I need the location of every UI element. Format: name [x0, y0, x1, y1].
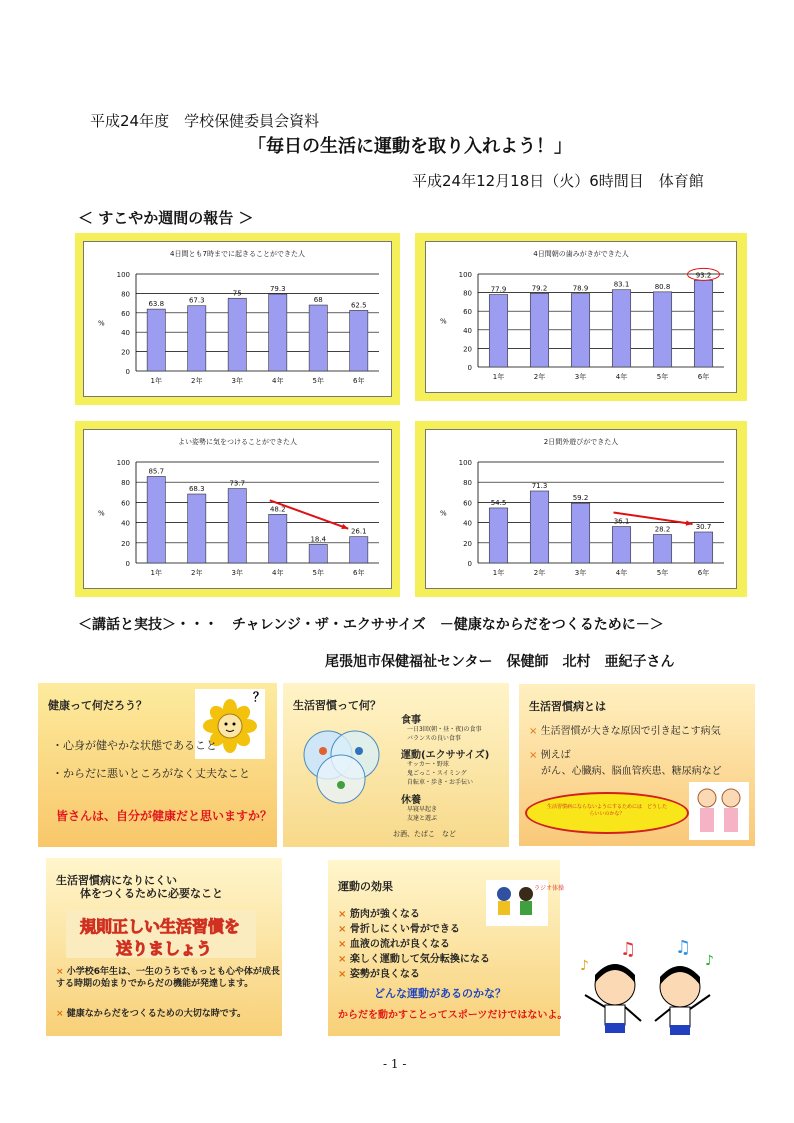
y-tick-label: 60	[463, 308, 472, 317]
y-tick-label: 100	[116, 271, 130, 279]
svg-text:♪: ♪	[580, 958, 589, 974]
bar	[612, 290, 630, 367]
y-tick-label: 0	[125, 560, 130, 568]
bar	[653, 292, 671, 367]
slide-bullet: × 例えば	[529, 750, 571, 761]
x-tick-label: 6年	[697, 569, 710, 577]
slide-sub: バランスの良い食事	[407, 735, 461, 742]
slide-title: 運動の効果	[338, 880, 393, 893]
bar	[489, 508, 507, 563]
y-tick-label: 100	[458, 271, 472, 279]
nurse-character-icon	[689, 782, 749, 840]
chart-panel-4	[415, 421, 747, 597]
header-line1: 平成24年度 学校保健委員会資料	[90, 112, 320, 130]
dancing-kids-icon	[575, 935, 725, 1045]
x-tick-label: 6年	[353, 377, 365, 385]
data-label: 85.7	[148, 467, 165, 476]
chart-outdoor	[426, 430, 736, 588]
section-heading-report: ＜ すこやか週間の報告 ＞	[78, 209, 254, 227]
slide-sub: 早寝早起き	[407, 806, 438, 813]
x-tick-label: 1年	[492, 373, 505, 381]
slide-heading: 食事	[401, 715, 421, 726]
x-tick-label: 4年	[615, 569, 628, 577]
data-label: 28.2	[654, 525, 671, 534]
bar	[147, 476, 165, 563]
data-label: 68	[313, 296, 323, 305]
y-tick-label: 40	[463, 326, 472, 335]
slide-lifestyle-disease	[519, 684, 755, 846]
y-tick-label: 0	[467, 560, 472, 568]
y-axis-label: %	[98, 319, 105, 328]
y-tick-label: 80	[463, 289, 472, 298]
date-line: 平成24年12月18日（火）6時間目 体育館	[412, 172, 704, 190]
y-tick-label: 40	[121, 329, 130, 338]
bar	[269, 514, 287, 563]
slide-title: 生活習慣病とは	[529, 700, 606, 713]
slide-bullet: × 生活習慣が大きな原因で引き起こす病気	[529, 726, 721, 737]
y-tick-label: 40	[463, 519, 472, 528]
x-tick-label: 5年	[656, 373, 669, 381]
x-tick-label: 6年	[353, 569, 365, 577]
slide-sub: 一日3回(朝・昼・夜)の食事	[407, 726, 482, 733]
x-tick-label: 5年	[312, 569, 324, 577]
x-tick-label: 1年	[150, 569, 162, 577]
slide-sub: サッカー・野球	[407, 761, 449, 768]
chart-posture	[84, 430, 391, 588]
bar	[350, 310, 368, 371]
bar	[571, 294, 589, 367]
x-tick-label: 3年	[574, 373, 587, 381]
data-label: 67.3	[188, 296, 205, 305]
bar	[530, 293, 548, 367]
y-tick-label: 40	[121, 519, 130, 528]
slide-oval-callout: 生活習慣病にならないようにするためには どうしたらいいのかな？	[525, 792, 689, 834]
slide-bullet: × 姿勢が良くなる	[338, 969, 420, 980]
bar	[571, 503, 589, 563]
slide-bullet: ・からだに悪いところがなく丈夫なこと	[52, 767, 250, 780]
data-label: 71.3	[531, 481, 548, 490]
slide-title: 体をつくるために必要なこと	[80, 887, 223, 900]
radio-exercise-kids-icon	[486, 880, 565, 926]
bar	[309, 544, 327, 563]
y-tick-label: 20	[463, 345, 472, 354]
data-label: 48.2	[269, 505, 286, 514]
chart-panel-2	[415, 233, 747, 401]
y-tick-label: 100	[458, 459, 472, 467]
svg-text:♫: ♫	[675, 937, 692, 958]
x-tick-label: 5年	[656, 569, 669, 577]
data-label: 26.1	[350, 527, 367, 536]
slide-question: 皆さんは、自分が健康だと思いますか？	[56, 809, 273, 823]
svg-text:ラジオ体操: ラジオ体操	[534, 885, 565, 892]
slide-title: 健康って何だろう？	[48, 699, 147, 712]
slide-exercise-effect	[328, 860, 568, 1036]
data-label: 18.4	[310, 535, 327, 544]
slide-necessary	[46, 858, 282, 1036]
data-label: 68.3	[188, 485, 205, 494]
bar	[188, 306, 206, 371]
bar	[228, 489, 246, 563]
data-label: 36.1	[613, 517, 630, 526]
slide-banner: 規則正しい生活習慣を 送りましょう	[66, 910, 256, 958]
bar	[694, 280, 712, 367]
slide-bullet: × 楽しく運動して気分転換になる	[338, 954, 490, 965]
x-tick-label: 4年	[272, 377, 284, 385]
y-tick-label: 60	[121, 499, 130, 508]
chart-title: 2日間外遊びができた人	[543, 438, 619, 446]
chart-panel-3	[75, 421, 400, 597]
data-label: 30.7	[695, 522, 712, 531]
lifestyle-venn-icon	[293, 723, 388, 813]
slide-bullet: ・心身が健やかな状態であること	[52, 739, 217, 752]
question-mark: ？	[253, 690, 266, 704]
slide-title: 生活習慣病になりにくい	[56, 874, 177, 887]
y-tick-label: 20	[463, 539, 472, 548]
y-tick-label: 80	[121, 290, 130, 299]
data-label: 80.8	[654, 282, 671, 291]
slide-sub: 友達と遊ぶ	[407, 815, 438, 822]
chart-title: よい姿勢に気をつけることができた人	[178, 438, 297, 446]
bar	[309, 305, 327, 371]
chart-title: 4日間とも7時までに起きることができた人	[170, 250, 305, 258]
page-title: 「毎日の生活に運動を取り入れよう！」	[248, 136, 572, 157]
slide-bullet: がん、心臓病、脳血管疾患、糖尿病など	[541, 766, 722, 777]
slide-bullet: × 健康なからだをつくるための大切な時です。	[56, 1009, 246, 1019]
x-tick-label: 2年	[191, 569, 203, 577]
slide-bullet: × 血液の流れが良くなる	[338, 939, 450, 950]
y-axis-label: %	[98, 509, 105, 518]
speaker-line: 尾張旭市保健福祉センター 保健師 北村 亜紀子さん	[325, 654, 675, 670]
chart-wakeup	[84, 242, 391, 396]
y-tick-label: 80	[121, 479, 130, 488]
data-label: 79.3	[269, 285, 286, 294]
slide-heading: 休養	[401, 795, 421, 806]
x-tick-label: 1年	[492, 569, 505, 577]
x-tick-label: 4年	[615, 373, 628, 381]
x-tick-label: 2年	[533, 373, 546, 381]
bar	[489, 295, 507, 367]
y-tick-label: 80	[463, 479, 472, 488]
bar	[530, 491, 548, 563]
bar	[228, 298, 246, 371]
bar	[269, 294, 287, 371]
data-label: 78.9	[572, 284, 589, 293]
data-label: 75	[232, 289, 242, 298]
y-tick-label: 100	[116, 459, 130, 467]
y-tick-label: 20	[121, 539, 130, 548]
slide-health	[38, 683, 277, 847]
slide-bullet: × 小学校6年生は、一生のうちでもっとも心や体が成長する時期の始まりでからだの機能が発達します。	[56, 967, 280, 989]
data-label: 77.9	[490, 285, 507, 294]
slide-footer: お酒、たばこ など	[393, 830, 456, 838]
chart-panel-1	[75, 233, 400, 405]
data-label: 62.5	[350, 301, 367, 310]
y-axis-label: %	[440, 509, 447, 518]
section-heading-lecture: ＜講話と実技＞・・・ チャレンジ・ザ・エクササイズ －健康なからだをつくるために－＞	[78, 617, 664, 633]
data-label: 83.1	[613, 280, 630, 289]
x-tick-label: 4年	[272, 569, 284, 577]
chart-title: 4日間朝の歯みがきができた人	[533, 250, 629, 258]
slide-sub: 鬼ごっこ・スイミング	[407, 770, 467, 777]
bar	[653, 535, 671, 563]
slide-sub: 自転車・歩き・お手伝い	[407, 779, 474, 786]
slide-note: からだを動かすことってスポーツだけではないよ。	[338, 1010, 568, 1021]
data-label: 93.2	[695, 271, 712, 280]
data-label: 59.2	[572, 494, 589, 503]
data-label: 63.8	[148, 300, 165, 309]
x-tick-label: 3年	[231, 377, 243, 385]
bar	[147, 309, 165, 371]
data-label: 73.7	[229, 479, 246, 488]
y-axis-label: %	[440, 317, 447, 326]
bar	[694, 532, 712, 563]
trend-arrow-head	[341, 524, 348, 529]
page-number: - 1 -	[383, 1057, 407, 1071]
chart-toothbrush	[426, 242, 736, 392]
slide-question: どんな運動があるのかな？	[374, 987, 506, 1000]
slide-bullet: × 筋肉が強くなる	[338, 909, 420, 920]
x-tick-label: 2年	[191, 377, 203, 385]
svg-text:♫: ♫	[620, 939, 637, 960]
x-tick-label: 3年	[574, 569, 587, 577]
slide-heading: 運動(エクササイズ)	[401, 750, 490, 761]
svg-text:♪: ♪	[705, 953, 714, 969]
x-tick-label: 2年	[533, 569, 546, 577]
x-tick-label: 5年	[312, 377, 324, 385]
y-tick-label: 60	[121, 309, 130, 318]
bar	[612, 527, 630, 563]
slide-lifestyle	[283, 683, 509, 847]
slide-title: 生活習慣って何？	[293, 699, 381, 712]
slide-bullet: × 骨折しにくい骨ができる	[338, 924, 460, 935]
bar	[188, 494, 206, 563]
y-tick-label: 60	[463, 499, 472, 508]
y-tick-label: 20	[121, 348, 130, 357]
y-tick-label: 0	[125, 368, 130, 376]
x-tick-label: 3年	[231, 569, 243, 577]
x-tick-label: 6年	[697, 373, 710, 381]
data-label: 54.5	[490, 498, 507, 507]
bar	[350, 537, 368, 563]
data-label: 79.2	[531, 284, 548, 293]
y-tick-label: 0	[467, 364, 472, 372]
x-tick-label: 1年	[150, 377, 162, 385]
